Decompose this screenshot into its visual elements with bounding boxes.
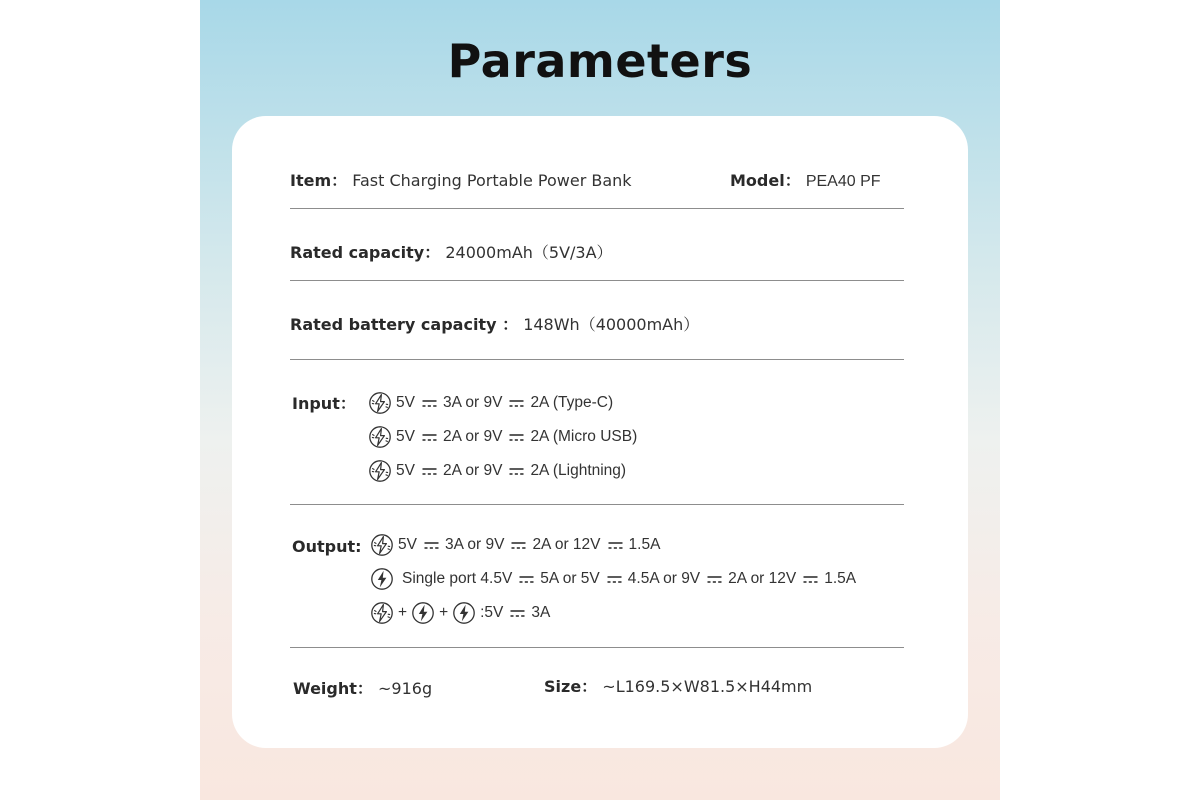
- weight-label: Weight：: [293, 679, 373, 698]
- dc-current-symbol-icon: [424, 541, 439, 550]
- dc-current-symbol-icon: [422, 433, 437, 442]
- divider: [290, 280, 904, 281]
- page-title: Parameters: [447, 34, 753, 88]
- output-combined: :5V: [480, 604, 504, 621]
- dc-current-symbol-icon: [511, 541, 526, 550]
- input-current: 3A or 9V: [442, 394, 503, 411]
- lightning-bolt-circle-icon: [368, 425, 392, 449]
- lightning-bolt-circle-icon: [370, 567, 394, 591]
- dc-current-symbol-icon: [509, 467, 524, 476]
- item-value: Fast Charging Portable Power Bank: [352, 171, 632, 190]
- output-current: 4.5A or 9V: [627, 570, 701, 587]
- rated-battery-capacity-label: Rated battery capacity ：: [290, 315, 519, 334]
- size-label: Size：: [544, 677, 598, 696]
- dc-current-symbol-icon: [422, 467, 437, 476]
- lightning-bolt-circle-icon: [370, 601, 394, 625]
- input-line-micro-usb: [368, 425, 637, 449]
- item-row: [290, 168, 632, 191]
- plus-sign: +: [439, 604, 449, 621]
- input-current: 2A (Micro USB): [530, 428, 638, 445]
- output-label: Output:: [292, 537, 362, 556]
- parameters-panel: [200, 0, 1000, 800]
- dc-current-symbol-icon: [510, 609, 525, 618]
- dc-current-symbol-icon: [707, 575, 722, 584]
- divider: [290, 647, 904, 648]
- dc-current-symbol-icon: [509, 399, 524, 408]
- lightning-bolt-circle-icon: [368, 459, 392, 483]
- output-current: 1.5A: [824, 570, 857, 587]
- input-current: 2A or 9V: [442, 462, 503, 479]
- output-current: 2A or 12V: [532, 536, 601, 553]
- dc-current-symbol-icon: [422, 399, 437, 408]
- dc-current-symbol-icon: [803, 575, 818, 584]
- weight-value: ~916g: [378, 679, 433, 698]
- dc-current-symbol-icon: [519, 575, 534, 584]
- model-row: [730, 168, 881, 191]
- dc-current-symbol-icon: [608, 541, 623, 550]
- model-value: PEA40 PF: [805, 173, 881, 190]
- input-voltage: 5V: [396, 394, 415, 411]
- input-voltage: 5V: [396, 428, 415, 445]
- output-voltage: 5V: [398, 536, 417, 553]
- rated-battery-capacity-value: 148Wh（40000mAh）: [523, 315, 700, 334]
- item-label: Item：: [290, 171, 348, 190]
- output-line-2: [370, 567, 856, 591]
- input-label: Input：: [292, 394, 356, 413]
- weight-row: [293, 676, 432, 699]
- output-current: 2A or 12V: [728, 570, 797, 587]
- lightning-bolt-circle-icon: [411, 601, 435, 625]
- lightning-bolt-circle-icon: [452, 601, 476, 625]
- parameters-card: [232, 116, 968, 748]
- output-current: 1.5A: [628, 536, 661, 553]
- lightning-bolt-circle-icon: [370, 533, 394, 557]
- dc-current-symbol-icon: [509, 433, 524, 442]
- input-line-type-c: [368, 391, 613, 415]
- output-line-1: [370, 533, 660, 557]
- plus-sign: +: [398, 604, 408, 621]
- output-current: 3A: [531, 604, 551, 621]
- input-line-lightning: [368, 459, 626, 483]
- size-row: [544, 674, 812, 697]
- output-current: 3A or 9V: [444, 536, 505, 553]
- rated-capacity-value: 24000mAh（5V/3A）: [445, 243, 613, 262]
- input-voltage: 5V: [396, 462, 415, 479]
- lightning-bolt-circle-icon: [368, 391, 392, 415]
- size-value: ~L169.5×W81.5×H44mm: [602, 677, 813, 696]
- output-single-port: Single port 4.5V: [402, 570, 513, 587]
- rated-battery-capacity-row: [290, 312, 699, 335]
- output-line-3: [370, 601, 550, 625]
- input-current: 2A or 9V: [442, 428, 503, 445]
- input-current: 2A (Type-C): [530, 394, 614, 411]
- rated-capacity-label: Rated capacity：: [290, 243, 441, 262]
- divider: [290, 504, 904, 505]
- dc-current-symbol-icon: [607, 575, 622, 584]
- output-current: 5A or 5V: [540, 570, 600, 587]
- rated-capacity-row: [290, 240, 613, 263]
- input-current: 2A (Lightning): [530, 462, 627, 479]
- model-label: Model：: [730, 171, 801, 190]
- divider: [290, 359, 904, 360]
- divider: [290, 208, 904, 209]
